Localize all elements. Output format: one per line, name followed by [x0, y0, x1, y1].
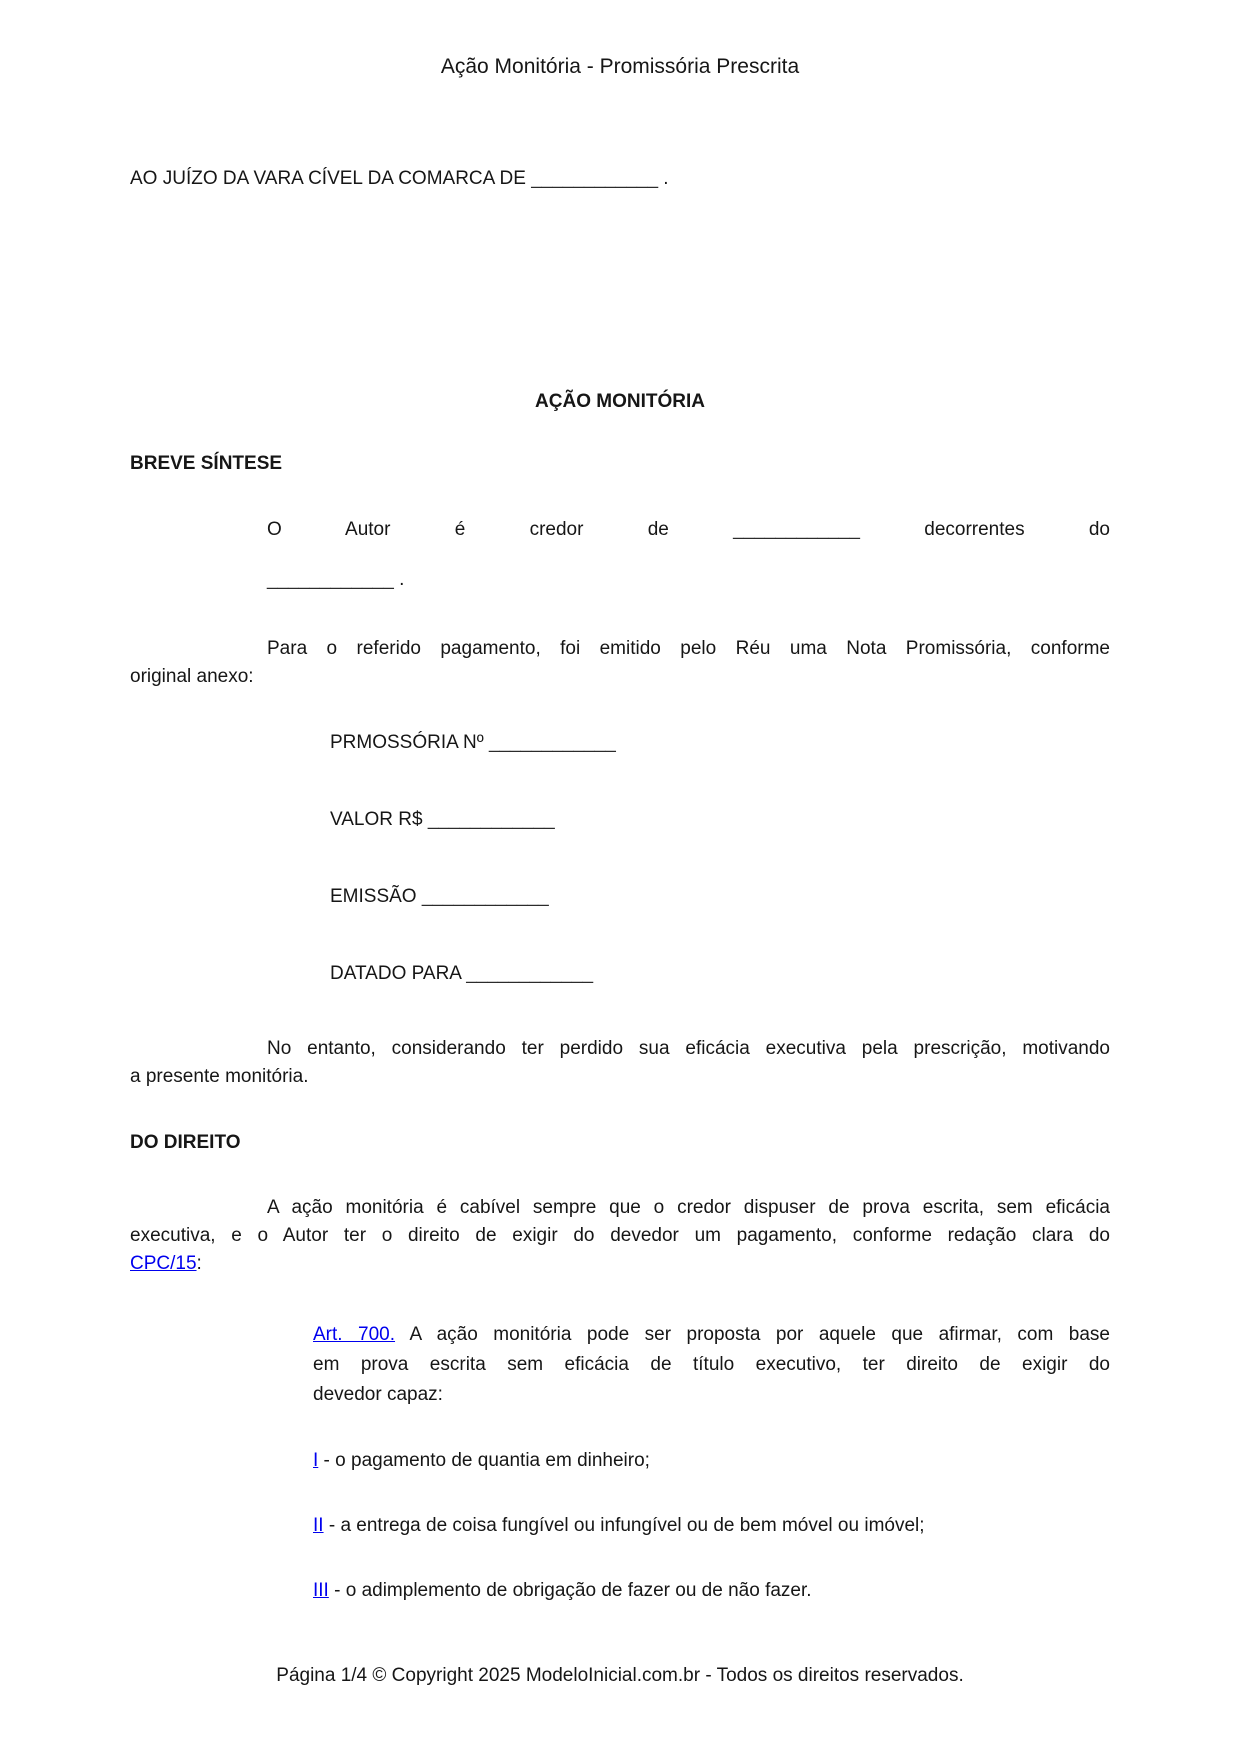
paragraph-cabivel-line-1: A ação monitória é cabível sempre que o credor dispuser de prova escrita, sem eficácia: [267, 1197, 1110, 1218]
paragraph-nota-promissoria: [130, 635, 1110, 691]
inciso-ii-link[interactable]: II: [313, 1515, 324, 1536]
blockquote-art-700: [313, 1320, 1110, 1410]
inciso-ii-text: - a entrega de coisa fungível ou infungível ou de bem móvel ou imóvel;: [323, 1515, 925, 1536]
emissao-blank-field: ____________: [421, 886, 549, 907]
paragraph-nota-line-1: Para o referido pagamento, foi emitido pelo Réu uma Nota Promissória, conforme: [267, 638, 1110, 659]
paragraph-autor-line-1: [130, 505, 1110, 555]
promissoria-numero-blank-field: ____________: [488, 732, 616, 753]
autor-line2-suffix: .: [393, 569, 405, 590]
field-valor: [330, 806, 1110, 834]
autor-line1-post: decorrentes do: [924, 519, 1111, 540]
addressing-suffix: .: [658, 168, 669, 189]
page-title: Ação Monitória - Promissória Prescrita: [440, 55, 800, 78]
cpc15-link[interactable]: CPC/15: [130, 1253, 197, 1274]
blockquote-line-2: em prova escrita sem eficácia de título executivo, ter direito de exigir do: [313, 1354, 1110, 1375]
paragraph-prescricao-line-1: No entanto, considerando ter perdido sua eficácia executiva pela prescrição, motivando: [267, 1038, 1110, 1059]
field-promissoria-label: PRMOSSÓRIA Nº: [330, 732, 484, 753]
inciso-i-link[interactable]: I: [313, 1450, 319, 1471]
decorrentes-blank-field: ____________: [267, 569, 394, 590]
paragraph-cabivel-line-2: executiva, e o Autor ter o direito de exigir do devedor um pagamento, conforme redação clara do: [130, 1225, 1110, 1246]
art-700-link[interactable]: Art. 700.: [313, 1324, 396, 1345]
addressing-text: AO JUÍZO DA VARA CÍVEL DA COMARCA DE: [130, 168, 526, 189]
cpc15-suffix: :: [196, 1253, 202, 1274]
inciso-iii-link[interactable]: III: [313, 1580, 329, 1601]
list-item-inciso-i: [313, 1447, 1110, 1475]
addressing-line: [130, 165, 1110, 193]
datado-blank-field: ____________: [466, 963, 594, 984]
heading-breve-sintese: BREVE SÍNTESE: [130, 453, 283, 474]
blockquote-line-3: devedor capaz:: [313, 1384, 443, 1405]
list-item-inciso-iii: [313, 1577, 1110, 1605]
paragraph-prescricao: [130, 1035, 1110, 1091]
blockquote-line-1: [313, 1320, 1110, 1350]
heading-do-direito: DO DIREITO: [130, 1132, 241, 1153]
inciso-i-text: - o pagamento de quantia em dinheiro;: [318, 1450, 650, 1471]
paragraph-cabivel-line-3: [130, 1250, 1110, 1278]
paragraph-autor-line-2: [130, 555, 1110, 605]
list-item-inciso-ii: [313, 1512, 1110, 1540]
field-datado-label: DATADO PARA: [330, 963, 461, 984]
field-promissoria-numero: [330, 729, 1110, 757]
field-emissao-label: EMISSÃO: [330, 886, 417, 907]
field-emissao: [330, 883, 1110, 911]
autor-line1-pre: O Autor é credor de: [267, 519, 669, 540]
field-valor-label: VALOR R$: [330, 809, 423, 830]
paragraph-nota-line-2: original anexo:: [130, 666, 254, 687]
inciso-iii-text: - o adimplemento de obrigação de fazer ou de não fazer.: [328, 1580, 812, 1601]
paragraph-prescricao-line-2: a presente monitória.: [130, 1066, 309, 1087]
heading-acao-monitoria: AÇÃO MONITÓRIA: [535, 391, 705, 412]
comarca-blank-field: ____________: [531, 168, 659, 189]
blockquote-line1-text: A ação monitória pode ser proposta por aquele que afirmar, com base: [395, 1324, 1110, 1345]
page-footer: Página 1/4 © Copyright 2025 ModeloInicial.com.br - Todos os direitos reservados.: [276, 1665, 964, 1686]
field-datado-para: [330, 960, 1110, 988]
paragraph-cabivel: [130, 1194, 1110, 1278]
credor-blank-field: ____________: [733, 519, 860, 540]
valor-blank-field: ____________: [427, 809, 555, 830]
paragraph-autor-credor: [130, 505, 1110, 605]
